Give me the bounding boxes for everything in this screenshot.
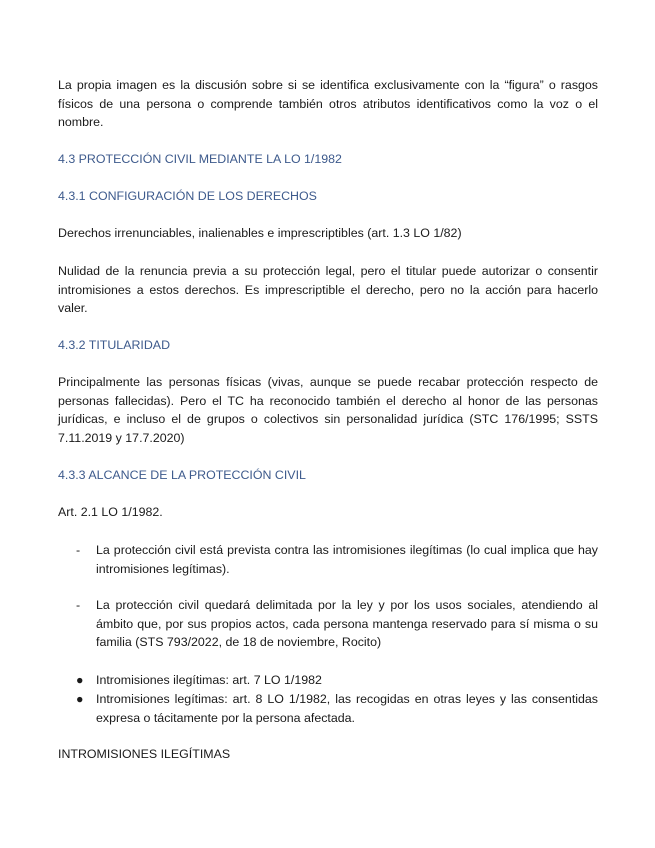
nulidad-paragraph: Nulidad de la renuncia previa a su protección legal, pero el titular puede autorizar o consentir intromisiones a estos derechos. Es imprescriptible el derecho, pero no la acción para hacerlo valer. — [58, 264, 598, 316]
dash-marker: - — [76, 598, 81, 612]
dash-item-text: La protección civil quedará delimitada por la ley y por los usos sociales, atendiendo al ámbito que, por sus propios actos, cada persona mantenga reservado para sí misma o su familia (STS 793/2022, de 18 de noviembre, Rocito) — [96, 598, 598, 650]
derechos-paragraph: Derechos irrenunciables, inalienables e imprescriptibles (art. 1.3 LO 1/82) — [58, 226, 462, 240]
art-paragraph: Art. 2.1 LO 1/1982. — [58, 505, 163, 519]
bullet-item-text: Intromisiones ilegítimas: art. 7 LO 1/1982 — [96, 673, 322, 687]
bullet-marker: ● — [76, 692, 84, 706]
heading-4-3-2: 4.3.2 TITULARIDAD — [58, 338, 171, 352]
footer-heading: INTROMISIONES ILEGÍTIMAS — [58, 747, 231, 761]
dash-list-item — [58, 596, 598, 652]
heading-4-3-1: 4.3.1 CONFIGURACIÓN DE LOS DERECHOS — [58, 189, 317, 203]
heading-4-3-3: 4.3.3 ALCANCE DE LA PROTECCIÓN CIVIL — [58, 468, 306, 482]
dash-list-item — [58, 541, 598, 578]
intro-paragraph: La propia imagen es la discusión sobre si se identifica exclusivamente con la “figura” o rasgos físicos de una persona o comprende también otros atributos identificativos como la voz o el nombre. — [58, 78, 598, 130]
bullet-item-text: Intromisiones legítimas: art. 8 LO 1/1982, las recogidas en otras leyes y las consentidas expresa o tácitamente por la persona afectada. — [96, 692, 598, 725]
dash-marker: - — [76, 543, 81, 557]
bullet-list-item — [58, 671, 598, 690]
bullet-list-item — [58, 690, 598, 727]
titularidad-paragraph: Principalmente las personas físicas (vivas, aunque se puede recabar protección respecto de personas fallecidas). Pero el TC ha reconocido también el derecho al honor de las personas jurídicas, e incluso el de grupos o colectivos sin personalidad jurídica (STC 176/1995; SSTS 7.11.2019 y 17.7.2020) — [58, 375, 598, 446]
heading-4-3: 4.3 PROTECCIÓN CIVIL MEDIANTE LA LO 1/1982 — [58, 152, 342, 166]
dash-item-text: La protección civil está prevista contra las intromisiones ilegítimas (lo cual implica que hay intromisiones legítimas). — [96, 543, 598, 576]
bullet-marker: ● — [76, 673, 84, 687]
